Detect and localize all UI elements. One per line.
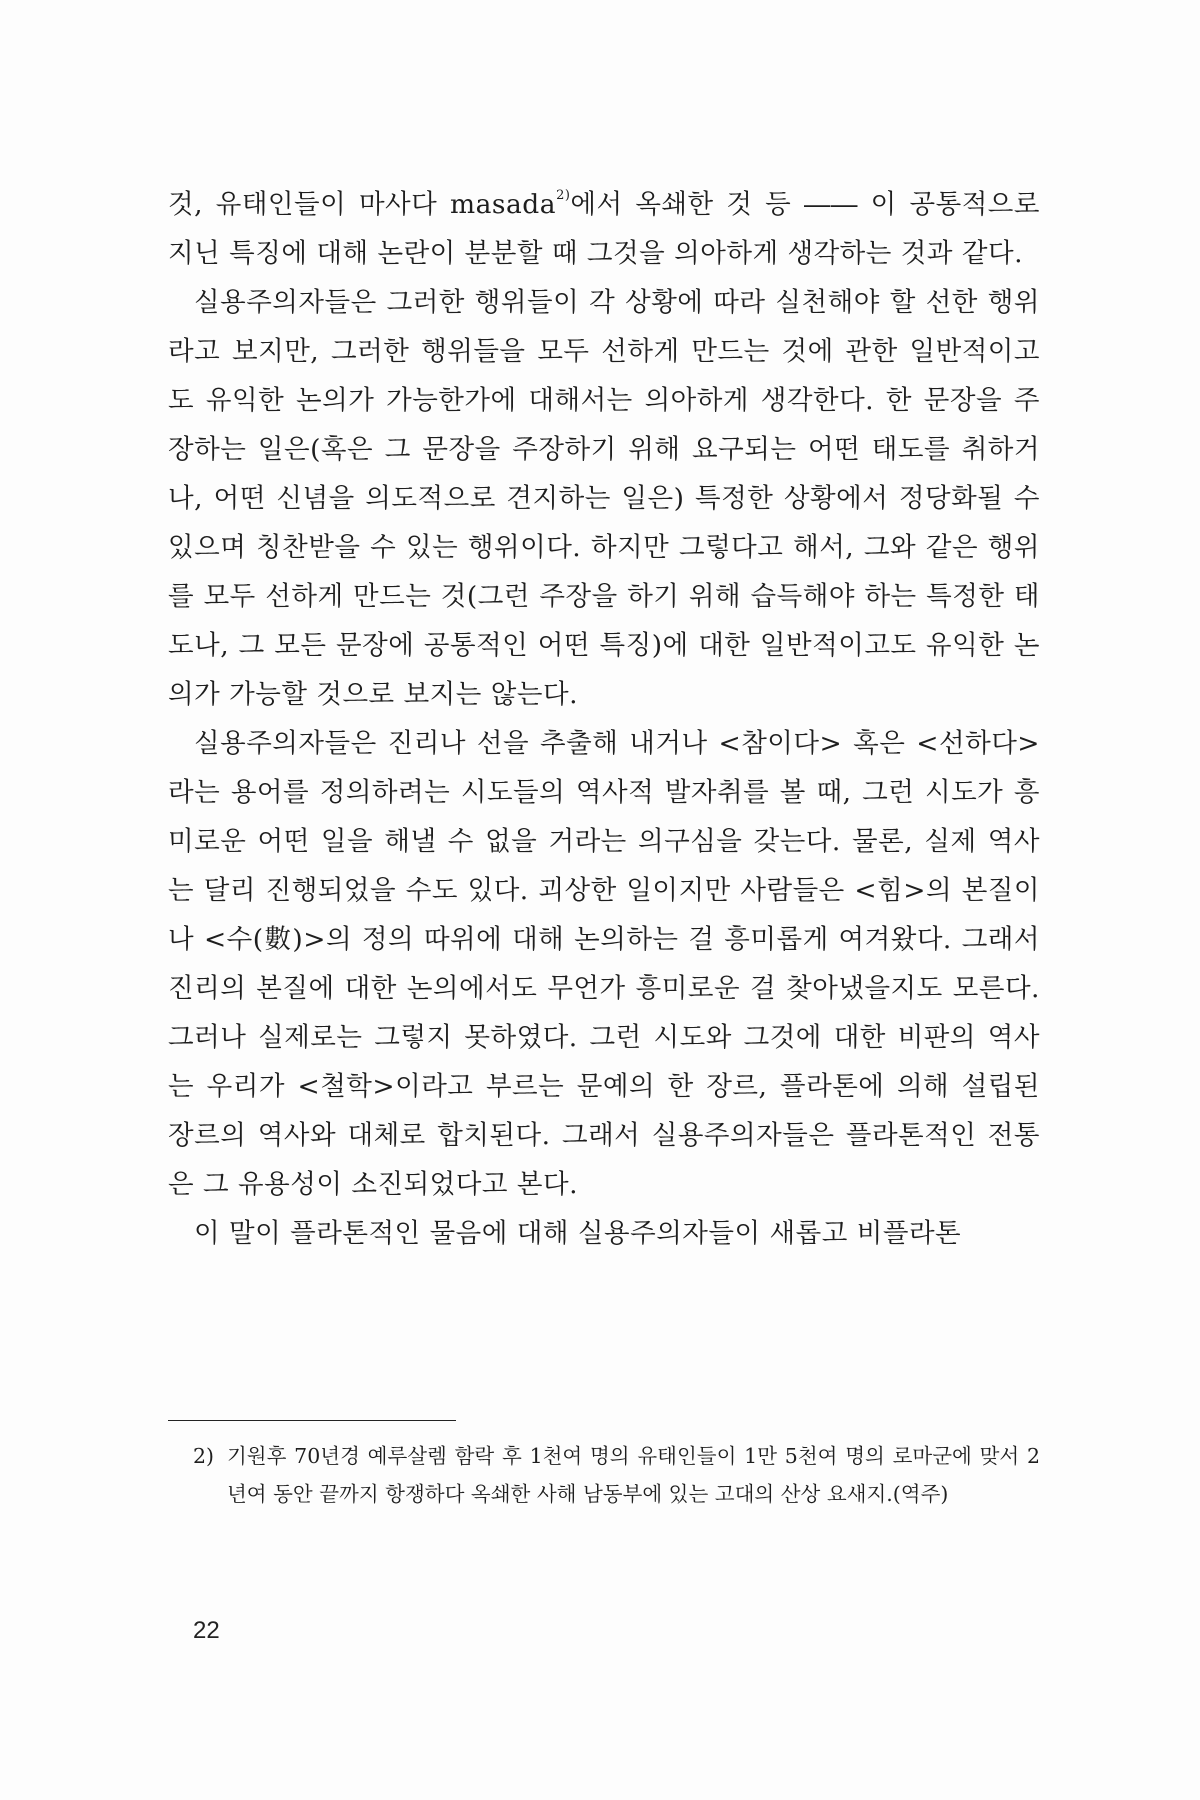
- footnote-reference[interactable]: 2): [556, 188, 571, 203]
- paragraph-3: 실용주의자들은 진리나 선을 추출해 내거나 <참이다> 혹은 <선하다>라는 용어를 정의하려는 시도들의 역사적 발자취를 볼 때, 그런 시도가 흥미로운 어떤 일을 해낼 수 없을 거라는 의구심을 갖는다. 물론, 실제 역사는 달리 진행되었을 수도 있다. 괴상한 일이지만 사람들은 <힘>의 본질이나 <수(數)>의 정의 따위에 대해 논의하는 걸 흥미롭게 여겨왔다. 그래서 진리의 본질에 대한 논의에서도 무언가 흥미로운 걸 찾아냈을지도 모른다. 그러나 실제로는 그렇지 못하였다. 그런 시도와 그것에 대한 비판의 역사는 우리가 <철학>이라고 부르는 문예의 한 장르, 플라톤에 의해 설립된 장르의 역사와 대체로 합치된다. 그래서 실용주의자들은 플라톤적인 전통은 그 유용성이 소진되었다고 본다.: [168, 728, 1040, 1200]
- footnote-2: [193, 1437, 1040, 1513]
- footnote-divider: [168, 1420, 456, 1421]
- footnote-text: 기원후 70년경 예루살렘 함락 후 1천여 명의 유태인들이 1만 5천여 명의 로마군에 맞서 2년여 동안 끝까지 항쟁하다 옥쇄한 사해 남동부에 있는 고대의 산상 요새지.(역주): [227, 1444, 1040, 1506]
- body-text: [168, 180, 1040, 1258]
- paragraph-1: [168, 180, 1040, 278]
- footnotes: [193, 1437, 1040, 1513]
- paragraph-2: 실용주의자들은 그러한 행위들이 각 상황에 따라 실천해야 할 선한 행위라고 보지만, 그러한 행위들을 모두 선하게 만드는 것에 관한 일반적이고도 유익한 논의가 가능한가에 대해서는 의아하게 생각한다. 한 문장을 주장하는 일은(혹은 그 문장을 주장하기 위해 요구되는 어떤 태도를 취하거나, 어떤 신념을 의도적으로 견지하는 일은) 특정한 상황에서 정당화될 수 있으며 칭찬받을 수 있는 행위이다. 하지만 그렇다고 해서, 그와 같은 행위를 모두 선하게 만드는 것(그런 주장을 하기 위해 습득해야 하는 특정한 태도나, 그 모든 문장에 공통적인 어떤 특징)에 대한 일반적이고도 유익한 논의가 가능할 것으로 보지는 않는다.: [168, 287, 1040, 710]
- paragraph-1-text-start: 것, 유태인들이 마사다 masada: [168, 189, 557, 220]
- page-number: 22: [193, 1617, 220, 1644]
- paragraph-1-text-end: 에서 옥쇄한 것 등 ―― 이 공통적으로 지닌 특징에 대해 논란이 분분할 때 그것을 의아하게 생각하는 것과 같다.: [168, 189, 1040, 269]
- paragraph-4: 이 말이 플라톤적인 물음에 대해 실용주의자들이 새롭고 비플라톤: [194, 1218, 962, 1249]
- footnote-marker: 2): [193, 1444, 215, 1468]
